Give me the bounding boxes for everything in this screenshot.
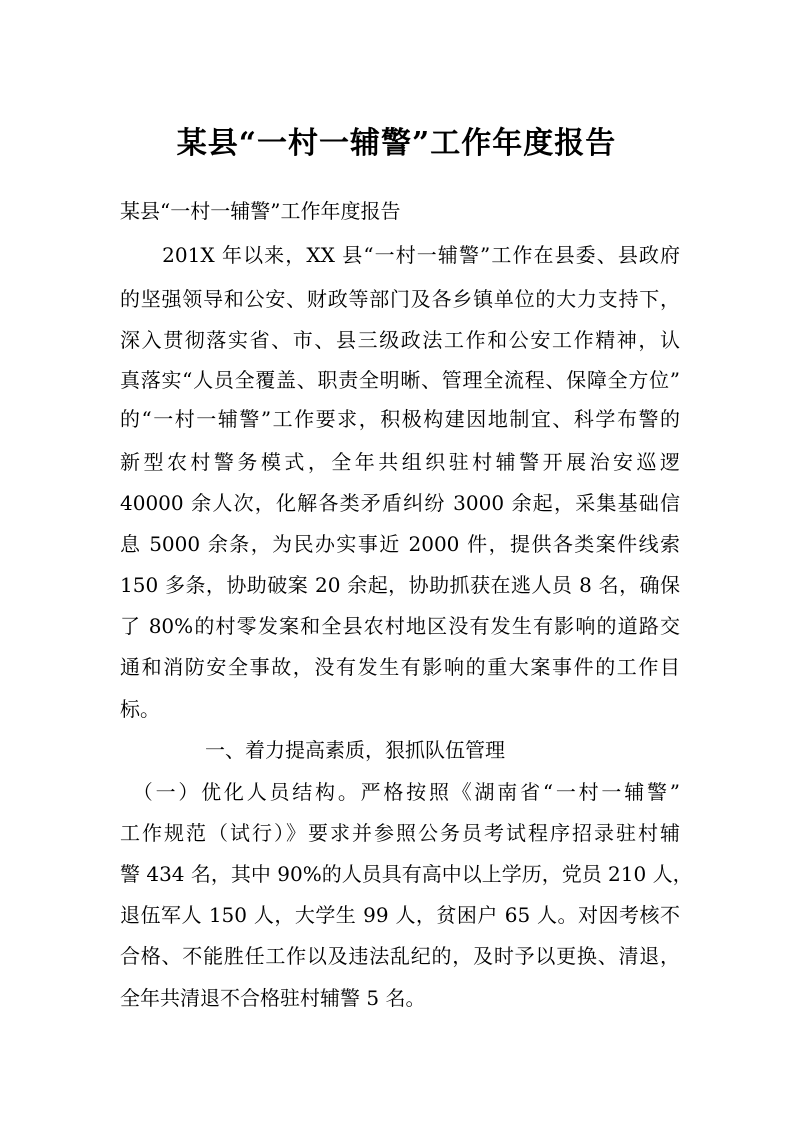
document-subtitle: 某县“一村一辅警”工作年度报告 [120, 199, 401, 223]
paragraph-line: 警 434 名，其中 90%的人员具有高中以上学历，党员 210 人， [120, 862, 693, 886]
paragraph-line: 通和消防安全事故，没有发生有影响的重大案事件的工作目 [120, 655, 680, 679]
paragraph-line: 150 多条，协助破案 20 余起，协助抓获在逃人员 8 名，确保 [120, 573, 680, 597]
paragraph-line: （一）优化人员结构。严格按照《湖南省“一村一辅警” [120, 780, 680, 804]
paragraph-line: 201X 年以来，XX 县“一村一辅警”工作在县委、县政府 [120, 243, 680, 267]
section-heading: 一、着力提高素质，狠抓队伍管理 [205, 738, 505, 762]
paragraph-line: 的“一村一辅警”工作要求，积极构建因地制宜、科学布警的 [120, 407, 680, 431]
paragraph-line: 全年共清退不合格驻村辅警 5 名。 [120, 986, 426, 1010]
paragraph-line: 的坚强领导和公安、财政等部门及各乡镇单位的大力支持下， [120, 287, 680, 311]
paragraph-line: 合格、不能胜任工作以及违法乱纪的，及时予以更换、清退， [120, 944, 680, 968]
document-title: 某县“一村一辅警”工作年度报告 [176, 126, 617, 161]
paragraph-line: 真落实“人员全覆盖、职责全明晰、管理全流程、保障全方位” [120, 368, 680, 392]
paragraph-line: 标。 [120, 697, 160, 721]
paragraph-line: 退伍军人 150 人，大学生 99 人，贫困户 65 人。对因考核不 [120, 903, 680, 927]
paragraph-line: 深入贯彻落实省、市、县三级政法工作和公安工作精神，认 [120, 328, 680, 352]
paragraph-line: 40000 余人次，化解各类矛盾纠纷 3000 余起，采集基础信 [120, 491, 680, 515]
paragraph-line: 新型农村警务模式，全年共组织驻村辅警开展治安巡逻 [120, 450, 680, 474]
paragraph-line: 工作规范（试行）》要求并参照公务员考试程序招录驻村辅 [120, 821, 680, 845]
paragraph-line: 息 5000 余条，为民办实事近 2000 件，提供各类案件线索 [120, 532, 680, 556]
paragraph-line: 了 80%的村零发案和全县农村地区没有发生有影响的道路交 [120, 614, 680, 638]
